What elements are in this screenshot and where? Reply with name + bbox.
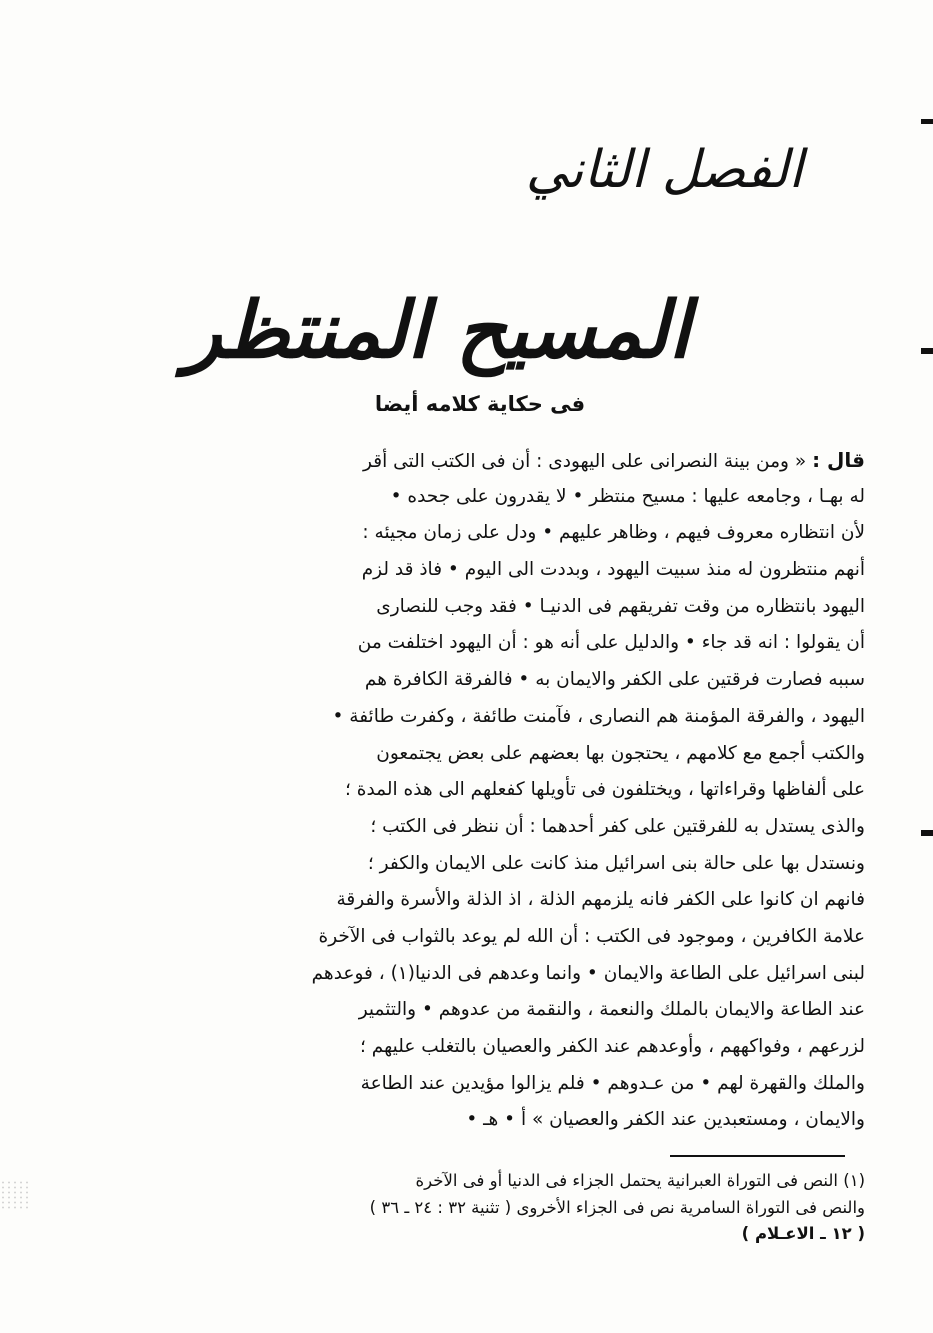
footnote-divider — [670, 1155, 845, 1157]
footnotes — [150, 1168, 865, 1248]
chapter-title: المسيح المنتظر — [184, 285, 690, 376]
body-line: اليهود بانتظاره من وقت تفريقهم فى الدنيـا • فقد وجب للنصارى — [376, 595, 865, 617]
body-line: سببه فصارت فرقتين على الكفر والايمان به • فالفرقة الكافرة هم — [364, 669, 865, 691]
body-line: أن يقولوا : انه قد جاء • والدليل على أنه هو : أن اليهود اختلفت من — [357, 632, 865, 654]
footnote-line: والنص فى التوراة السامرية نص فى الجزاء الأخروى ( تثنية ٣٢ : ٢٤ ـ ٣٦ ) — [369, 1197, 865, 1217]
lead-word: قال : — [812, 448, 865, 472]
scan-edge-mark — [921, 830, 933, 836]
body-line: والملك والقهرة لهم • من عـدوهم • فلم يزالوا مؤيدين عند الطاعة — [360, 1072, 865, 1094]
body-line: لزرعهم ، وفواكههم ، وأوعدهم عند الكفر والعصيان بالتغلب عليهم ؛ — [360, 1036, 865, 1057]
body-line: ونستدل بها على حالة بنى اسرائيل منذ كانت على الايمان والكفر ؛ — [367, 852, 865, 874]
body-line: فانهم ان كانوا على الكفر فانه يلزمهم الذلة ، اذ الذلة والأسرة والفرقة — [336, 889, 865, 911]
body-line: والذى يستدل به للفرقتين على كفر أحدهما : أن ننظر فى الكتب ؛ — [370, 815, 865, 837]
body-line: على ألفاظها وقراءاتها ، ويختلفون فى تأويلها كفعلهم الى هذه المدة ؛ — [345, 779, 865, 801]
page-reference: ( ١٢ ـ الاعـلام ) — [741, 1224, 865, 1243]
body-line: له بهـا ، وجامعه عليها : مسيح منتظر • لا يقدرون على جحده • — [390, 485, 865, 507]
body-line: أنهم منتظرون له منذ سبيت اليهود ، وبددت الى اليوم • فاذ قد لزم — [361, 559, 865, 581]
body-line: لأن انتظاره معروف فيهم ، وظاهر عليهم • ودل على زمان مجيئه : — [362, 522, 865, 544]
scan-edge-mark — [921, 119, 933, 124]
body-line: اليهود ، والفرقة المؤمنة هم النصارى ، فآمنت طائفة ، وكفرت طائفة • — [332, 705, 865, 727]
body-line — [150, 442, 865, 479]
chapter-label: الفصل الثاني — [525, 140, 803, 200]
chapter-subtitle: فى حكاية كلامه أيضا — [374, 392, 586, 416]
body-line: عند الطاعة والايمان بالملك والنعمة ، والنقمة من عدوهم • والتثمير — [358, 999, 865, 1021]
body-text — [150, 442, 865, 1139]
scan-noise — [0, 1180, 28, 1210]
body-line-text: « ومن بينة النصرانى على اليهودى : أن فى الكتب التى أقر — [363, 451, 807, 472]
body-line: والكتب أجمع مع كلامهم ، يحتجون بها بعضهم على بعض يجتمعون — [376, 742, 865, 764]
scan-edge-mark — [921, 348, 933, 354]
body-line: والايمان ، ومستعبدين عند الكفر والعصيان » أ • هـ • — [466, 1109, 865, 1131]
footnote-line: (١) النص فى التوراة العبرانية يحتمل الجزاء فى الدنيا أو فى الآخرة — [415, 1171, 865, 1190]
body-line: لبنى اسرائيل على الطاعة والايمان • وانما وعدهم فى الدنيا(١) ، فوعدهم — [311, 962, 865, 984]
body-line: علامة الكافرين ، وموجود فى الكتب : أن الله لم يوعد بالثواب فى الآخرة — [318, 925, 865, 947]
